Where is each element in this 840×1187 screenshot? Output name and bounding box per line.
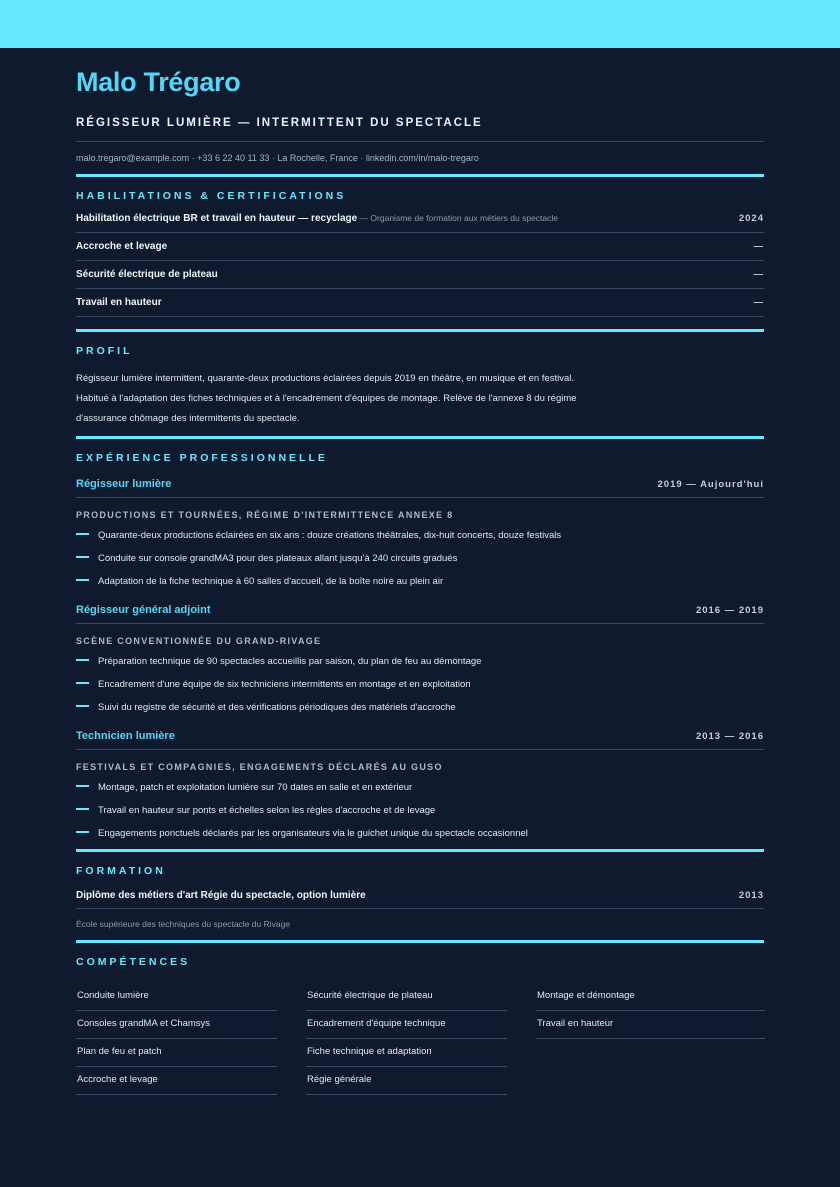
certification-row bbox=[76, 233, 764, 261]
skill-item: Régie générale bbox=[306, 1068, 507, 1095]
job-organization: PRODUCTIONS ET TOURNÉES, RÉGIME D'INTERMITTENCE ANNEXE 8 bbox=[76, 510, 454, 520]
job-bullets bbox=[76, 780, 764, 849]
skills-column bbox=[536, 984, 765, 1096]
skills-column bbox=[76, 984, 277, 1096]
dash-icon bbox=[76, 682, 89, 684]
resume-page bbox=[0, 67, 840, 1096]
education-year: 2013 bbox=[738, 889, 764, 901]
contact-line: malo.tregaro@example.com · +33 6 22 40 11 33 · La Rochelle, France · linkedin.com/in/malo-tregaro bbox=[76, 153, 479, 163]
skills-column bbox=[306, 984, 507, 1096]
certification-year: — bbox=[753, 269, 764, 280]
section-divider bbox=[76, 329, 764, 332]
skill-item: Conduite lumière bbox=[76, 984, 277, 1011]
list-item: Adaptation de la fiche technique à 60 salles d'accueil, de la boîte noire au plein air bbox=[76, 574, 764, 597]
dash-icon bbox=[76, 556, 89, 558]
section-title-certifications: HABILITATIONS & CERTIFICATIONS bbox=[76, 190, 347, 202]
list-item: Quarante-deux productions éclairées en six ans : douze créations théâtrales, dix-huit concerts, douze festivals bbox=[76, 528, 764, 551]
list-item: Suivi du registre de sécurité et des vérifications périodiques des matériels d'accroche bbox=[76, 700, 764, 723]
profile-line: d'assurance chômage des intermittents du spectacle. bbox=[76, 413, 300, 424]
job-role: Technicien lumière bbox=[76, 730, 175, 742]
skill-item: Travail en hauteur bbox=[536, 1012, 765, 1039]
profile-line: Régisseur lumière intermittent, quarante-deux productions éclairées depuis 2019 en théâtre, en musique et en festival. bbox=[76, 373, 574, 384]
dash-icon bbox=[76, 831, 89, 833]
education-school: École supérieure des techniques du spectacle du Rivage bbox=[76, 919, 291, 929]
skill-item: Plan de feu et patch bbox=[76, 1040, 277, 1067]
job-organization: SCÈNE CONVENTIONNÉE DU GRAND-RIVAGE bbox=[76, 636, 322, 646]
section-title-skills: COMPÉTENCES bbox=[76, 956, 191, 968]
job-bullets bbox=[76, 528, 764, 597]
certification-name: Sécurité électrique de plateau bbox=[76, 269, 218, 280]
certification-org: — Organisme de formation aux métiers du spectacle bbox=[357, 213, 558, 223]
job-entry bbox=[76, 723, 764, 849]
section-divider bbox=[76, 849, 764, 852]
list-item: Encadrement d'une équipe de six techniciens intermittents en montage et en exploitation bbox=[76, 677, 764, 700]
job-dates: 2016 — 2019 bbox=[695, 604, 764, 616]
section-title-profile: PROFIL bbox=[76, 345, 133, 357]
top-accent-bar bbox=[0, 0, 840, 48]
candidate-title: RÉGISSEUR LUMIÈRE — INTERMITTENT DU SPECTACLE bbox=[76, 117, 483, 129]
profile-text bbox=[76, 369, 764, 429]
certification-year: — bbox=[753, 241, 764, 252]
list-item: Travail en hauteur sur ponts et échelles selon les règles d'accroche et de levage bbox=[76, 803, 764, 826]
certification-row bbox=[76, 205, 764, 233]
dash-icon bbox=[76, 808, 89, 810]
certification-year: 2024 bbox=[738, 213, 764, 224]
certification-row bbox=[76, 289, 764, 317]
dash-icon bbox=[76, 705, 89, 707]
list-item: Préparation technique de 90 spectacles accueillis par saison, du plan de feu au démontage bbox=[76, 654, 764, 677]
job-role: Régisseur général adjoint bbox=[76, 604, 211, 616]
certification-name: Accroche et levage bbox=[76, 241, 168, 252]
section-divider bbox=[76, 436, 764, 439]
job-organization: FESTIVALS ET COMPAGNIES, ENGAGEMENTS DÉCLARÉS AU GUSO bbox=[76, 762, 443, 772]
list-item: Montage, patch et exploitation lumière sur 70 dates en salle et en extérieur bbox=[76, 780, 764, 803]
job-dates: 2019 — Aujourd'hui bbox=[657, 478, 764, 490]
job-entry bbox=[76, 597, 764, 723]
section-title-education: FORMATION bbox=[76, 865, 166, 877]
skill-item: Encadrement d'équipe technique bbox=[306, 1012, 507, 1039]
skill-item: Consoles grandMA et Chamsys bbox=[76, 1012, 277, 1039]
certification-name: Travail en hauteur bbox=[76, 297, 162, 308]
skills-grid bbox=[76, 984, 764, 1096]
skill-item: Montage et démontage bbox=[536, 984, 765, 1011]
list-item: Conduite sur console grandMA3 pour des plateaux allant jusqu'à 240 circuits gradués bbox=[76, 551, 764, 574]
dash-icon bbox=[76, 579, 89, 581]
job-bullets bbox=[76, 654, 764, 723]
list-item: Engagements ponctuels déclarés par les organisateurs via le guichet unique du spectacle occasionnel bbox=[76, 826, 764, 849]
education-degree: Diplôme des métiers d'art Régie du spectacle, option lumière bbox=[76, 889, 366, 901]
profile-line: Habitué à l'adaptation des fiches techniques et à l'encadrement d'équipes de montage. Relève de l'annexe 8 du régime bbox=[76, 393, 577, 404]
skill-item: Sécurité électrique de plateau bbox=[306, 984, 507, 1011]
dash-icon bbox=[76, 533, 89, 535]
dash-icon bbox=[76, 659, 89, 661]
dash-icon bbox=[76, 785, 89, 787]
certifications-list bbox=[76, 205, 764, 317]
certification-name: Habilitation électrique BR et travail en hauteur — recyclage bbox=[76, 213, 358, 224]
certification-row bbox=[76, 261, 764, 289]
candidate-name: Malo Trégaro bbox=[76, 67, 241, 97]
skill-item: Fiche technique et adaptation bbox=[306, 1040, 507, 1067]
education-entry bbox=[76, 882, 764, 909]
job-dates: 2013 — 2016 bbox=[695, 730, 764, 742]
job-entry bbox=[76, 471, 764, 597]
certification-year: — bbox=[753, 297, 764, 308]
skill-item: Accroche et levage bbox=[76, 1068, 277, 1095]
section-divider bbox=[76, 174, 764, 177]
section-title-experience: EXPÉRIENCE PROFESSIONNELLE bbox=[76, 452, 328, 464]
section-divider bbox=[76, 940, 764, 943]
job-role: Régisseur lumière bbox=[76, 478, 172, 490]
